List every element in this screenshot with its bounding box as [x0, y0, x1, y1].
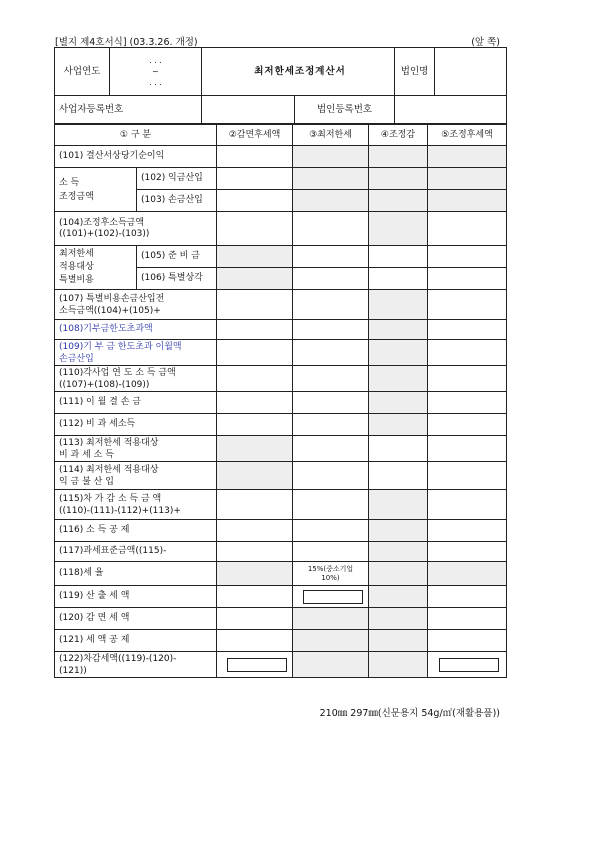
cell-input[interactable] — [217, 212, 293, 246]
cell-shaded — [369, 490, 428, 520]
cell-input[interactable] — [428, 586, 507, 608]
table-row — [55, 366, 507, 392]
cell-shaded — [217, 462, 293, 490]
cell-input[interactable] — [217, 542, 293, 562]
cell-shaded — [428, 190, 507, 212]
cell-shaded — [369, 146, 428, 168]
col-header-min-tax: ③최저한세 — [293, 125, 369, 146]
business-year-label: 사업연도 — [55, 48, 110, 96]
table-row — [55, 562, 507, 586]
row-label-104: (104)조정후소득금액 ((101)+(102)-(103)) — [55, 212, 217, 246]
cell-input[interactable] — [293, 462, 369, 490]
cell-input[interactable] — [217, 392, 293, 414]
cell-input[interactable] — [428, 392, 507, 414]
cell-shaded — [217, 436, 293, 462]
cell-shaded — [369, 212, 428, 246]
cell-input[interactable] — [217, 168, 293, 190]
row-label-117: (117)과세표준금액((115)- — [55, 542, 217, 562]
row-label-107: (107) 특별비용손금산입전 소득금액((104)+(105)+ — [55, 290, 217, 320]
corp-name-field[interactable] — [435, 48, 507, 96]
cell-input[interactable] — [217, 608, 293, 630]
cell-input[interactable] — [369, 268, 428, 290]
cell-shaded — [293, 168, 369, 190]
cell-shaded — [217, 246, 293, 268]
col-header-after-reduction: ②감면후세액 — [217, 125, 293, 146]
row-group-income-adjust: 소 득 조정금액 — [55, 168, 137, 212]
cell-input[interactable] — [428, 630, 507, 652]
cell-input[interactable] — [428, 290, 507, 320]
cell-input[interactable] — [217, 366, 293, 392]
cell-shaded — [293, 146, 369, 168]
cell-input[interactable] — [217, 340, 293, 366]
cell-shaded — [369, 608, 428, 630]
row-label-108: (108)기부금한도초과액 — [55, 320, 217, 340]
cell-input[interactable] — [428, 542, 507, 562]
row-label-109: (109)기 부 금 한도초과 이월액 손금산입 — [55, 340, 217, 366]
min-tax-rate: 15%(중소기업 10%) — [293, 562, 369, 586]
table-row — [55, 340, 507, 366]
row-label-112: (112) 비 과 세소득 — [55, 414, 217, 436]
row-label-120: (120) 감 면 세 액 — [55, 608, 217, 630]
table-row — [55, 608, 507, 630]
cell-input[interactable] — [293, 340, 369, 366]
table-row — [55, 520, 507, 542]
cell-input[interactable] — [293, 436, 369, 462]
biz-reg-label: 사업자등록번호 — [55, 96, 202, 124]
cell-shaded — [369, 630, 428, 652]
table-row — [55, 436, 507, 462]
cell-shaded — [369, 168, 428, 190]
table-row — [55, 168, 507, 190]
cell-input[interactable] — [369, 436, 428, 462]
biz-reg-field[interactable] — [202, 96, 295, 124]
table-row — [55, 290, 507, 320]
cell-input[interactable] — [217, 190, 293, 212]
row-label-121: (121) 세 액 공 제 — [55, 630, 217, 652]
cell-input[interactable] — [428, 320, 507, 340]
cell-shaded — [217, 562, 293, 586]
table-row — [55, 414, 507, 436]
cell-input[interactable] — [428, 436, 507, 462]
cell-input[interactable] — [428, 520, 507, 542]
cell-input[interactable] — [428, 366, 507, 392]
cell-shaded — [369, 320, 428, 340]
table-row — [55, 462, 507, 490]
cell-shaded — [369, 190, 428, 212]
row-group-special-expense: 최저한세 적용대상 특별비용 — [55, 246, 137, 290]
corp-reg-label: 법인등록번호 — [295, 96, 395, 124]
cell-input[interactable] — [428, 212, 507, 246]
row-label-119: (119) 산 출 세 액 — [55, 586, 217, 608]
business-year-value[interactable]: . . . ~ . . . — [110, 48, 202, 96]
adjusted-reduced-tax-cell — [428, 652, 507, 678]
cell-input[interactable] — [428, 608, 507, 630]
table-row — [55, 586, 507, 608]
cell-shaded — [369, 392, 428, 414]
cell-shaded — [369, 652, 428, 678]
row-label-106: (106) 특별상각 — [137, 268, 217, 290]
row-label-101: (101) 결산서상당기순이익 — [55, 146, 217, 168]
cell-input[interactable] — [293, 268, 369, 290]
cell-input[interactable] — [293, 366, 369, 392]
row-label-111: (111) 이 월 결 손 금 — [55, 392, 217, 414]
adjusted-reduced-tax-box[interactable] — [439, 658, 499, 672]
form-title: 최저한세조정계산서 — [202, 48, 395, 96]
table-row — [55, 246, 507, 268]
row-label-116: (116) 소 득 공 제 — [55, 520, 217, 542]
calc-table — [54, 124, 507, 678]
cell-input[interactable] — [293, 520, 369, 542]
table-row — [55, 652, 507, 678]
cell-input[interactable] — [217, 490, 293, 520]
cell-input[interactable] — [428, 246, 507, 268]
cell-shaded — [428, 146, 507, 168]
cell-shaded — [369, 340, 428, 366]
cell-input[interactable] — [217, 630, 293, 652]
table-row — [55, 392, 507, 414]
cell-shaded — [217, 268, 293, 290]
cell-input[interactable] — [369, 246, 428, 268]
cell-input[interactable] — [293, 392, 369, 414]
cell-input[interactable] — [293, 542, 369, 562]
page-side-label: (앞 쪽) — [471, 37, 500, 48]
col-header-adjust: ④조정감 — [369, 125, 428, 146]
cell-input[interactable] — [428, 462, 507, 490]
table-row — [55, 630, 507, 652]
cell-input[interactable] — [428, 268, 507, 290]
cell-input[interactable] — [217, 290, 293, 320]
cell-input[interactable] — [428, 340, 507, 366]
row-label-118: (118)세 율 — [55, 562, 217, 586]
cell-shaded — [369, 542, 428, 562]
col-header-category: ① 구 분 — [55, 125, 217, 146]
row-label-103: (103) 손금산입 — [137, 190, 217, 212]
cell-input[interactable] — [428, 490, 507, 520]
row-label-110: (110)각사업 연 도 소 득 금액 ((107)+(108)-(109)) — [55, 366, 217, 392]
cell-input[interactable] — [293, 212, 369, 246]
cell-input[interactable] — [293, 320, 369, 340]
corp-reg-field[interactable] — [395, 96, 507, 124]
cell-shaded — [369, 366, 428, 392]
cell-shaded — [293, 652, 369, 678]
cell-input[interactable] — [217, 146, 293, 168]
row-label-105: (105) 준 비 금 — [137, 246, 217, 268]
cell-input[interactable] — [217, 520, 293, 542]
min-tax-calc-cell — [293, 586, 369, 608]
row-label-114: (114) 최저한세 적용대상 익 금 불 산 입 — [55, 462, 217, 490]
cell-input[interactable] — [217, 586, 293, 608]
table-row — [55, 146, 507, 168]
cell-shaded — [293, 190, 369, 212]
row-label-113: (113) 최저한세 적용대상 비 과 세 소 득 — [55, 436, 217, 462]
cell-input[interactable] — [217, 414, 293, 436]
paper-spec-footer: 210㎜ 297㎜(신문용지 54g/㎡(재활용품)) — [319, 708, 500, 719]
cell-input[interactable] — [217, 320, 293, 340]
cell-shaded — [428, 168, 507, 190]
cell-shaded — [428, 562, 507, 586]
cell-input[interactable] — [293, 490, 369, 520]
cell-shaded — [293, 608, 369, 630]
cell-input[interactable] — [293, 246, 369, 268]
table-row — [55, 490, 507, 520]
cell-input[interactable] — [293, 414, 369, 436]
table-row — [55, 320, 507, 340]
min-tax-calc-box[interactable] — [303, 590, 363, 604]
cell-shaded — [369, 414, 428, 436]
cell-shaded — [369, 520, 428, 542]
col-header-adjusted-tax: ⑤조정후세액 — [428, 125, 507, 146]
row-label-115: (115)차 가 감 소 득 금 액 ((110)-(111)-(112)+(113)+ — [55, 490, 217, 520]
cell-shaded — [369, 562, 428, 586]
reduced-tax-cell — [217, 652, 293, 678]
row-label-122: (122)차감세액((119)-(120)- (121)) — [55, 652, 217, 678]
row-label-102: (102) 익금산입 — [137, 168, 217, 190]
cell-shaded — [369, 290, 428, 320]
table-row — [55, 542, 507, 562]
cell-shaded — [369, 586, 428, 608]
cell-input[interactable] — [428, 414, 507, 436]
header-table — [54, 47, 507, 124]
cell-input[interactable] — [369, 462, 428, 490]
cell-shaded — [293, 630, 369, 652]
form-number: [별지 제4호서식] (03.3.26. 개정) — [55, 37, 198, 48]
corp-name-label: 법인명 — [395, 48, 435, 96]
reduced-tax-box[interactable] — [227, 658, 287, 672]
cell-input[interactable] — [293, 290, 369, 320]
table-row — [55, 212, 507, 246]
